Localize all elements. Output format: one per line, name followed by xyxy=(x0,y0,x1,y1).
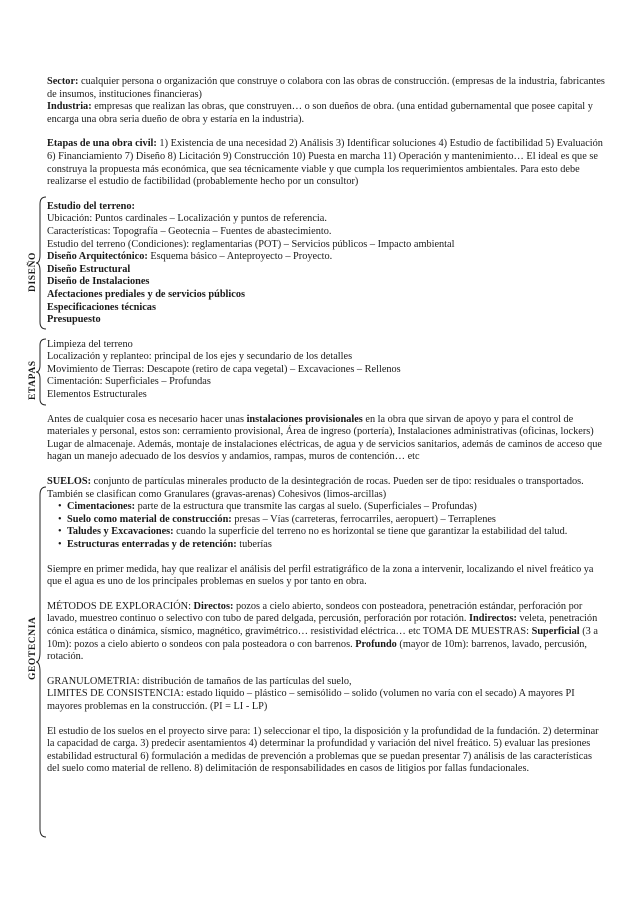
diseno-section xyxy=(47,201,607,327)
diseno-instalaciones: Diseño de Instalaciones xyxy=(47,276,150,288)
side-label-diseno: DISEÑO xyxy=(28,251,38,292)
estudio-suelos-paragraph: El estudio de los suelos en el proyecto sirve para: 1) seleccionar el tipo, la disposición y la profundidad de la fundación. 2) determinar la capacidad de carga. 3) predecir asentamientos 4) determinar la profundidad y variación del nivel freático. 5) evaluar las presiones estabilidad estructural 6) formulación a medidas de prevención a problemas que se puedan presentar 7) análisis de las características del suelo como material de relleno. 8) delimitación de responsabilidades en casos de litigios por fallas fundacionales. xyxy=(47,725,599,775)
list-item: • Cimentaciones: parte de la estructura que transmite las cargas al suelo. (Superficiales – Profundas) xyxy=(58,501,477,513)
etapas-obra-paragraph xyxy=(47,138,607,188)
sector-text: cualquier persona o organización que construye o colabora con las obras de construcción. (empresas de la industria, fabricantes de insumos, instituciones financieras) xyxy=(47,76,605,100)
perfil-paragraph: Siempre en primer medida, hay que realizar el análisis del perfil estratigráfico de la zona a intervenir, localizando el nivel freático ya que el agua es uno de los principales problemas en suelos y por tanto en obra. xyxy=(47,563,594,588)
list-item: • Taludes y Excavaciones: cuando la superficie del terreno no es horizontal se tiene que garantizar la estabilidad del talud. xyxy=(58,526,568,538)
suelos-paragraph xyxy=(47,476,607,501)
etapas-obra-label: Etapas de una obra civil: xyxy=(47,138,157,150)
etapas-obra-text: 1) Existencia de una necesidad 2) Análisis 3) Identificar soluciones 4) Estudio de factibilidad 5) Evaluación 6) Financiamiento 7) Diseño 8) Licitación 9) Construcción 10) Puesta en marcha 11) Operación y mantenimiento… El ideal es que se construya la propuesta más económica, que sea técnicamente viable y que cumpla los requerimientos ambientales. Para esto debe realizarse el estudio de factibilidad (probablemente hecho por un consultor) xyxy=(47,138,603,188)
ubicacion-line: Ubicación: Puntos cardinales – Localización y puntos de referencia. xyxy=(47,213,327,225)
etapas-section xyxy=(47,339,607,402)
provisionales-post: en la obra que sirvan de apoyo y para el control de materiales y personal, estos son: cerramiento provisional, Área de ingreso (portería), Instalaciones administrativas (oficinas, lockers) Lugar de almacenaje. Además, montaje de instalaciones eléctricas, de agua y de servicios sanitarios, además de caminos de acceso que hagan un manejo adecuado de los desvíos y andamios, rampas, muros de contención… etc xyxy=(47,413,602,463)
sector-label: Sector: xyxy=(47,76,79,87)
sector-paragraph xyxy=(47,76,607,101)
provisionales-paragraph xyxy=(47,414,607,464)
condiciones-line: Estudio del terreno (Condiciones): reglamentarias (POT) – Servicios públicos – Impacto ambiental xyxy=(47,238,455,250)
industria-label: Industria: xyxy=(47,101,92,113)
side-label-geotecnia: GEOTECNIA xyxy=(28,616,38,680)
list-item: • Estructuras enterradas y de retención: tuberías xyxy=(58,539,272,550)
metodos-paragraph: MÉTODOS DE EXPLORACIÓN: Directos: pozos a cielo abierto, sondeos con posteadora, penetración estándar, perforación por lavado, muestreo continuo o selectivo con tubo de pared delgada, percusión, perforación por rotación. Indirectos: veleta, penetración cónica estática o dinámica, sísmico, magnético, gravimétrico… resistividad eléctrica… etc TOMA DE MUESTRAS: Superficial (3 a 10m): pozos a cielo abierto o sondeos con pala posteadora o con barrenos. Profundo (mayor de 10m): barrenos, lavado, percusión, rotación. xyxy=(47,600,598,663)
diseno-arq-text: Esquema básico – Anteproyecto – Proyecto. xyxy=(147,251,333,263)
diseno-arq-label: Diseño Arquitectónico: xyxy=(47,251,148,263)
industria-paragraph xyxy=(47,101,607,126)
document-body xyxy=(47,76,607,776)
suelos-label: SUELOS: xyxy=(47,476,92,488)
limpieza-line: Limpieza del terreno xyxy=(47,338,133,350)
list-item: • Suelo como material de construcción: presas – Vías (carreteras, ferrocarriles, aeropuert) – Terraplenes xyxy=(58,513,496,525)
afectaciones: Afectaciones prediales y de servicios públicos xyxy=(47,288,246,300)
side-label-etapas: ETAPAS xyxy=(28,360,38,400)
localizacion-line: Localización y replanteo: principal de los ejes y secundario de los detalles xyxy=(47,351,353,363)
suelos-text: conjunto de partículas minerales producto de la desintegración de rocas. Pueden ser de tipo: residuales o transportados. También se clasifican como Granulares (gravas-arenas) Cohesivos (limos-arcillas) xyxy=(47,476,584,500)
diseno-estructural: Diseño Estructural xyxy=(47,263,131,275)
presupuesto: Presupuesto xyxy=(47,314,101,326)
limites-paragraph: LIMITES DE CONSISTENCIA: estado liquido – plástico – semisólido – solido (volumen no varía con el secado) A mayores PI mayores problemas en la construcción. (PI = LI - LP) xyxy=(47,688,575,712)
cimentacion-line: Cimentación: Superficiales – Profundas xyxy=(47,376,211,388)
movimiento-line: Movimiento de Tierras: Descapote (retiro de capa vegetal) – Excavaciones – Rellenos xyxy=(47,363,401,375)
caracteristicas-line: Características: Topografía – Geotecnia – Fuentes de abastecimiento. xyxy=(47,225,332,237)
suelos-bullets xyxy=(47,501,607,551)
diseno-arquitectonico-line xyxy=(47,251,607,264)
industria-text: empresas que realizan las obras, que construyen… o son dueños de obra. (una entidad gubernamental que posee capital y encarga una obra seria dueño de obra y estaría en la industria). xyxy=(47,101,593,125)
estudio-terreno-label: Estudio del terreno: xyxy=(47,200,135,212)
geotecnia-section xyxy=(47,476,607,776)
provisionales-bold: instalaciones provisionales xyxy=(246,413,363,425)
elementos-line: Elementos Estructurales xyxy=(47,389,147,401)
especificaciones: Especificaciones técnicas xyxy=(47,301,156,313)
provisionales-pre: Antes de cualquier cosa es necesario hacer unas xyxy=(47,413,247,425)
granulometria-line: GRANULOMETRIA: distribución de tamaños de las partículas del suelo, xyxy=(47,675,352,687)
